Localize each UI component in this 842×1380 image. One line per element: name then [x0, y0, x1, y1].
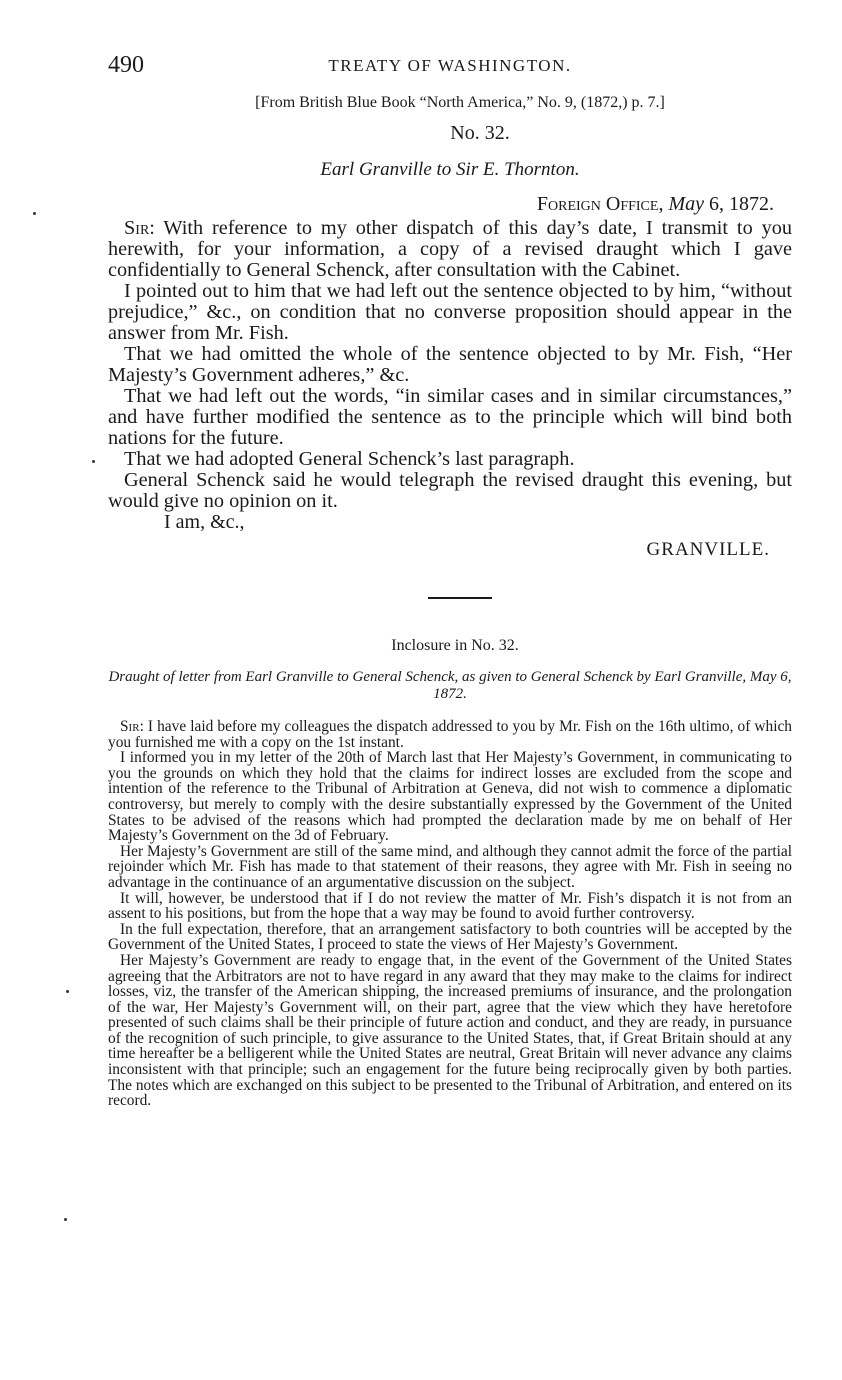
letter-paragraph: That we had left out the words, “in similar cases and in similar circumstances,” and have further modified the sentence as to the principle which will bind both nations for the future. [108, 385, 792, 449]
print-speck [33, 212, 36, 215]
page-number: 490 [108, 52, 144, 78]
enclosure-paragraph: I informed you in my letter of the 20th of March last that Her Majesty’s Government, in communicating to you the grounds on which they hold that the claims for indirect losses are excluded from the scope and intention of the reference to the Tribunal of Arbitration at Geneva, did not wish to commence a diplomatic controversy, but merely to comply with the desire substantially expressed by the Government of the United States to be advised of the reasons which had prompted the declaration made by me on behalf of Her Majesty’s Government on the 3d of February. [108, 749, 792, 845]
letter-heading: Earl Granville to Sir E. Thornton. [320, 159, 580, 180]
letter-paragraph: That we had omitted the whole of the sentence objected to by Mr. Fish, “Her Majesty’s Government adheres,” &c. [108, 343, 792, 386]
letter-paragraph: Sir: With reference to my other dispatch of this day’s date, I transmit to you herewith, for your information, a copy of a revised draught which I gave confidentially to General Schenck, after consultation with the Cabinet. [108, 217, 792, 281]
dateline [108, 193, 774, 216]
dateline-office: Foreign Office, [536, 193, 664, 215]
enclosure-title: Inclosure in No. 32. [391, 637, 519, 654]
section-divider [428, 597, 492, 599]
print-speck [92, 460, 95, 463]
signature: GRANVILLE. [646, 539, 770, 560]
document-page [108, 52, 792, 1109]
running-title: TREATY OF WASHINGTON. [328, 56, 572, 75]
letter-paragraph: I pointed out to him that we had left out the sentence objected to by him, “without prejudice,” &c., on condition that no converse proposition should appear in the answer from Mr. Fish. [108, 280, 792, 344]
dateline-date: 6, 1872. [704, 193, 774, 215]
enclosure-caption: Draught of letter from Earl Granville to General Schenck, as given to General Schenck by Earl Granville, May 6, 1872. [108, 669, 792, 702]
enclosure-paragraph: It will, however, be understood that if I do not review the matter of Mr. Fish’s dispatch it is not from an assent to his positions, but from the hope that a way may be found to avoid further controversy. [108, 889, 792, 923]
enclosure-paragraph: In the full expectation, therefore, that an arrangement satisfactory to both countries will be accepted by the Government of the United States, I proceed to state the views of Her Majesty’s Government. [108, 920, 792, 954]
print-speck [64, 1218, 67, 1221]
document-number: No. 32. [450, 122, 510, 144]
print-speck [66, 990, 69, 993]
letter-paragraph: General Schenck said he would telegraph the revised draught this evening, but would give no opinion on it. [108, 469, 792, 512]
dateline-month: May [668, 193, 704, 215]
enclosure-salutation: Sir [120, 718, 140, 735]
running-head [108, 52, 792, 82]
enclosure-body [108, 719, 792, 1109]
letter-paragraph: That we had adopted General Schenck’s last paragraph. [124, 448, 575, 470]
enclosure-paragraph: Sir: I have laid before my colleagues the dispatch addressed to you by Mr. Fish on the 16th ultimo, of which you furnished me with a copy on the 1st instant. [108, 718, 792, 751]
source-note: [From British Blue Book “North America,” No. 9, (1872,) p. 7.] [255, 94, 665, 111]
letter-salutation: Sir [124, 217, 150, 239]
enclosure-paragraph: Her Majesty’s Government are still of the same mind, and although they cannot admit the force of the partial rejoinder which Mr. Fish has made to that statement of their reasons, they agree with Mr. Fish in seeing no advantage in the continuance of an argumentative discussion on the subject. [108, 842, 792, 891]
letter-body [108, 218, 792, 512]
enclosure-paragraph: Her Majesty’s Government are ready to engage that, in the event of the Government of the United States agreeing that the Arbitrators are not to have regard in any award that they may make to the claims for indirect losses, viz, the transfer of the American shipping, the increased premiums of insurance, and the prolongation of the war, Her Majesty’s Government will, on their part, agree that the view which they have heretofore presented of such claims shall be their principle of future action and conduct, and they are ready, in pursuance of the recognition of such principle, to give assurance to the United States, that, if Great Britain should at any time hereafter be a belligerent while the United States are neutral, Great Britain will never advance any claims inconsistent with that principle; such an engagement for the future being reciprocally given by both parties. The notes which are exchanged on this subject to be presented to the Tribunal of Arbitration, and entered on its record. [108, 951, 792, 1110]
letter-closing: I am, &c., [164, 511, 245, 533]
